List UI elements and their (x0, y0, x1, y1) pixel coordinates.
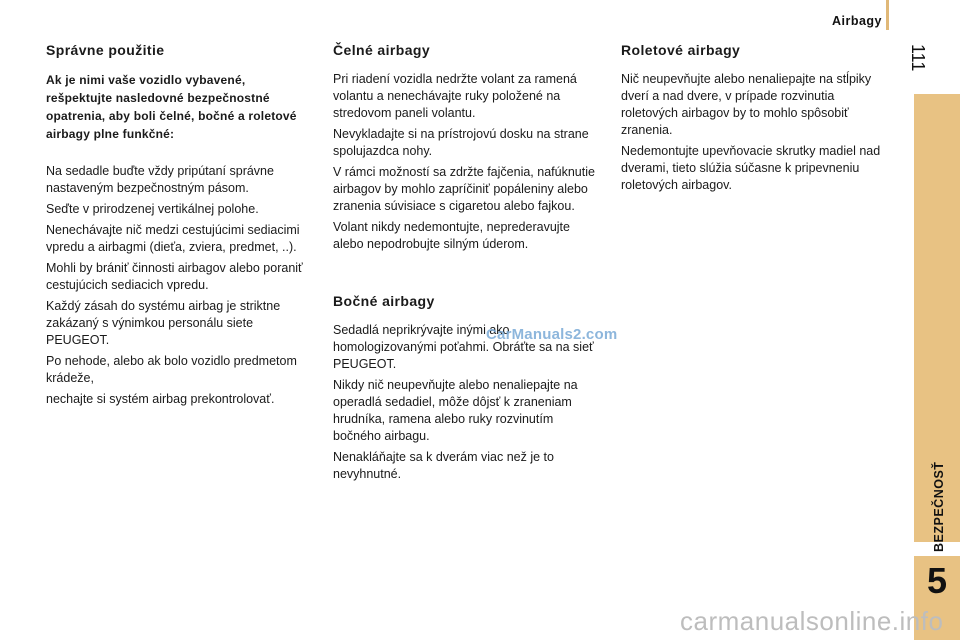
paragraph: Nenechávajte nič medzi cestujúcimi sediacimi vpredu a airbagmi (dieťa, zviera, predmet, ..). (46, 223, 300, 254)
paragraph: nechajte si systém airbag prekontrolovať. (46, 392, 275, 406)
column-front-side-airbags (333, 42, 595, 487)
paragraph: Volant nikdy nedemontujte, neprederavujte alebo nepodrobujte silným úderom. (333, 220, 570, 251)
section-spacer (333, 257, 595, 293)
section-title-proper-use: Správne použitie (46, 42, 165, 58)
watermark-carmanualsonline: carmanualsonline.info (680, 606, 944, 636)
paragraph: Nenakláňajte sa k dverám viac než je to nevyhnutné. (333, 450, 554, 481)
paragraph: Nevykladajte si na prístrojovú dosku na strane spolujazdca nohy. (333, 127, 589, 158)
page-number (906, 44, 926, 84)
paragraph: Nedemontujte upevňovacie skrutky madiel nad dverami, tieto slúžia súčasne k pripevneniu roletových airbagov. (621, 144, 881, 192)
page-number-text: 111 (908, 44, 928, 72)
paragraph: V rámci možností sa zdržte fajčenia, nafúknutie airbagov by mohlo zapríčiniť popáleniny alebo zranenia súvisiace s cigaretou alebo fajkou. (333, 165, 595, 213)
section-title-curtain-airbags: Roletové airbagy (621, 42, 741, 58)
section-header-title: Airbagy (831, 14, 882, 28)
paragraph: Seďte v prirodzenej vertikálnej polohe. (46, 202, 259, 216)
header-accent-rule (886, 0, 889, 30)
chapter-side-label (914, 392, 960, 552)
paragraph: Po nehode, alebo ak bolo vozidlo predmetom krádeže, (46, 354, 297, 385)
intro-text: Ak je nimi vaše vozidlo vybavené, rešpektujte nasledovné bezpečnostné opatrenia, aby boli čelné, bočné a roletové airbagy plne funkčné: (46, 73, 297, 141)
chapter-side-label-text: BEZPEČNOSŤ (932, 461, 946, 552)
paragraph: Na sedadle buďte vždy pripútaní správne nastaveným bezpečnostným pásom. (46, 164, 274, 195)
section-title-side-airbags: Bočné airbagy (333, 293, 435, 309)
watermark-carmanuals2: CarManuals2.com (486, 326, 618, 343)
paragraph: Nikdy nič neupevňujte alebo nenaliepajte na operadlá sedadiel, môže dôjsť k zraneniam hrudníka, ramena alebo ruky rozvinutím bočného airbagu. (333, 378, 578, 443)
chapter-number: 5 (926, 560, 948, 601)
column-proper-use (46, 42, 308, 412)
paragraph: Každý zásah do systému airbag je striktne zakázaný s výnimkou personálu siete PEUGEOT. (46, 299, 281, 347)
paragraph: Pri riadení vozidla nedržte volant za ramená volantu a nenechávajte ruky položené na stredovom paneli volantu. (333, 72, 577, 120)
paragraph: Sedadlá neprikrývajte inými ako homologizovanými poťahmi. Obráťte sa na sieť PEUGEOT. (333, 323, 594, 371)
paragraph: Nič neupevňujte alebo nenaliepajte na stĺpiky dverí a nad dvere, v prípade rozvinutia roletových airbagov by to mohlo spôsobiť zranenia. (621, 72, 872, 137)
column-curtain-airbags (621, 42, 883, 198)
section-title-front-airbags: Čelné airbagy (333, 42, 431, 58)
paragraph: Mohli by brániť činnosti airbagov alebo poraniť cestujúcich sediacich vpredu. (46, 261, 303, 292)
